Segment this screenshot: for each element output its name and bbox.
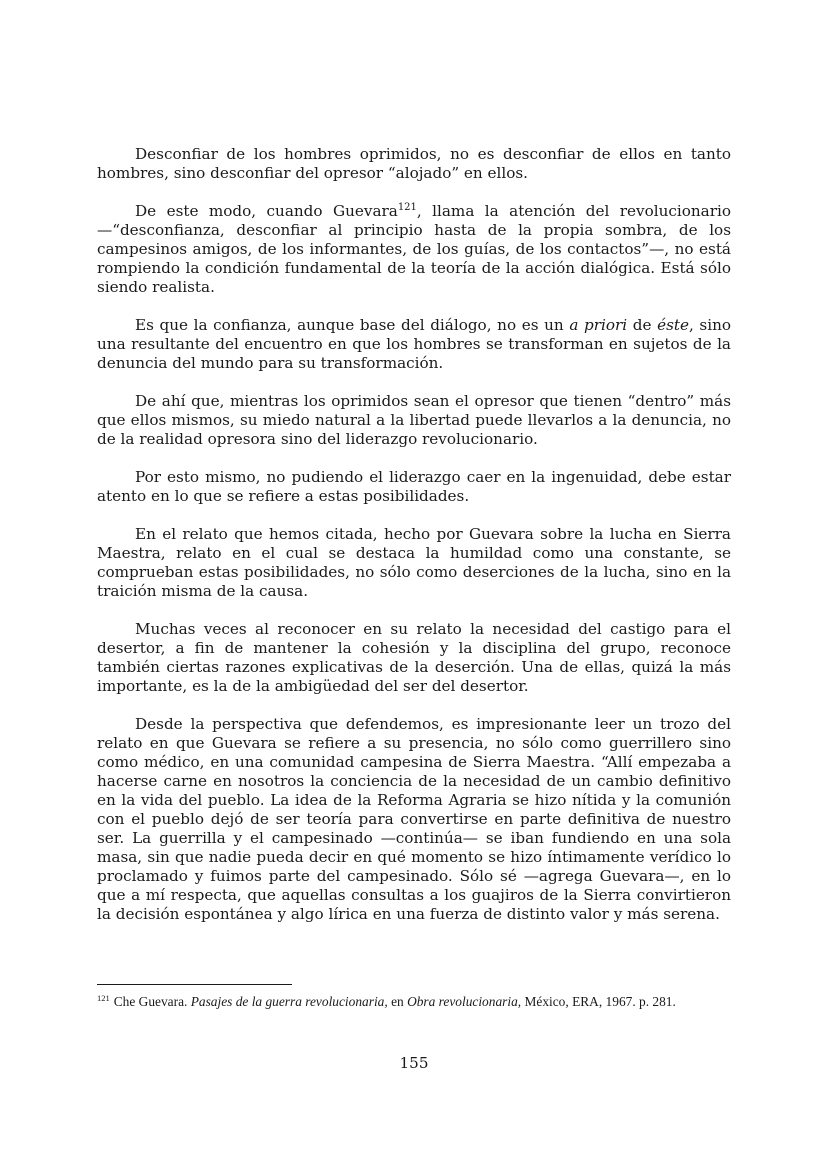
footnote-reference[interactable]: 121 — [397, 201, 417, 213]
paragraph-3-text-a: Es que la confianza, aunque base del diálogo, no es un — [135, 316, 570, 334]
paragraph-3-italic-a: a priori — [569, 316, 628, 334]
paragraph-3 — [97, 316, 731, 373]
paragraph-2-text-a: De este modo, cuando Guevara — [135, 202, 398, 220]
paragraph-6: En el relato que hemos citada, hecho por Guevara sobre la lucha en Sierra Maestra, relato en el cual se destaca la humildad como una constante, se comprueban estas posibilidades, no sólo como deserciones de la lucha, sino en la traición misma de la causa. — [97, 525, 731, 600]
paragraph-1: Desconfiar de los hombres oprimidos, no es desconfiar de ellos en tanto hombres, sino desconfiar del opresor “alojado” en ellos. — [97, 145, 731, 182]
paragraph-2-text-b: , llama la atención del revolucionario —“desconfianza, desconfiar al principio hasta de la propia sombra, de los campesinos amigos, de los informantes, de los guías, de los contactos”—, no está rompiendo la condición fundamental de la teoría de la acción dialógica. Está sólo siendo realista. — [97, 202, 731, 296]
paragraph-3-text-c: , sino una resultante del encuentro en que los hombres se transforman en sujetos de la denuncia del mundo para su transformación. — [97, 316, 732, 372]
paragraph-4: De ahí que, mientras los oprimidos sean el opresor que tienen “dentro” más que ellos mismos, su miedo natural a la libertad puede llevarlos a la denuncia, no de la realidad opresora sino del liderazgo revolucionario. — [97, 392, 731, 448]
footnote-text-c: México, ERA, 1967. p. 281. — [521, 994, 676, 1009]
paragraph-3-italic-b: éste — [657, 316, 689, 334]
footnote — [97, 992, 731, 1011]
paragraph-7: Muchas veces al reconocer en su relato la necesidad del castigo para el desertor, a fin de mantener la cohesión y la disciplina del grupo, reconoce también ciertas razones explicativas de la deserción. Una de ellas, quizá la más importante, es la de la ambigüedad del ser del desertor. — [97, 620, 731, 695]
footnote-text-b: en — [387, 994, 408, 1009]
footnote-divider — [97, 984, 292, 985]
paragraph-5: Por esto mismo, no pudiendo el liderazgo caer en la ingenuidad, debe estar atento en lo que se refiere a estas posibilidades. — [97, 468, 731, 505]
footnote-text-a: Che Guevara. — [113, 994, 191, 1009]
paragraph-8: Desde la perspectiva que defendemos, es impresionante leer un trozo del relato en que Guevara se refiere a su presencia, no sólo como guerrillero sino como médico, en una comunidad campesina de Sierra Maestra. “Allí empezaba a hacerse carne en nosotros la conciencia de la necesidad de un cambio definitivo en la vida del pueblo. La idea de la Reforma Agraria se hizo nítida y la comunión con el pueblo dejó de ser teoría para convertirse en parte definitiva de nuestro ser. La guerrilla y el campesinado —continúa— se iban fundiendo en una sola masa, sin que nadie pueda decir en qué momento se hizo íntimamente verídico lo proclamado y fuimos parte del campesinado. Sólo sé —agrega Guevara—, en lo que a mí respecta, que aquellas consultas a los guajiros de la Sierra convirtieron la decisión espontánea y algo lírica en una fuerza de distinto valor y más serena. — [97, 715, 731, 923]
paragraph-2 — [97, 202, 731, 297]
page-body — [97, 145, 731, 924]
paragraph-3-text-b: de — [627, 316, 658, 334]
footnote-italic-a: Pasajes de la guerra revolucionaria, — [190, 994, 388, 1009]
footnote-number: 121 — [97, 992, 110, 1003]
footnote-italic-b: Obra revolucionaria, — [407, 994, 522, 1009]
page-number: 155 — [399, 1054, 429, 1072]
